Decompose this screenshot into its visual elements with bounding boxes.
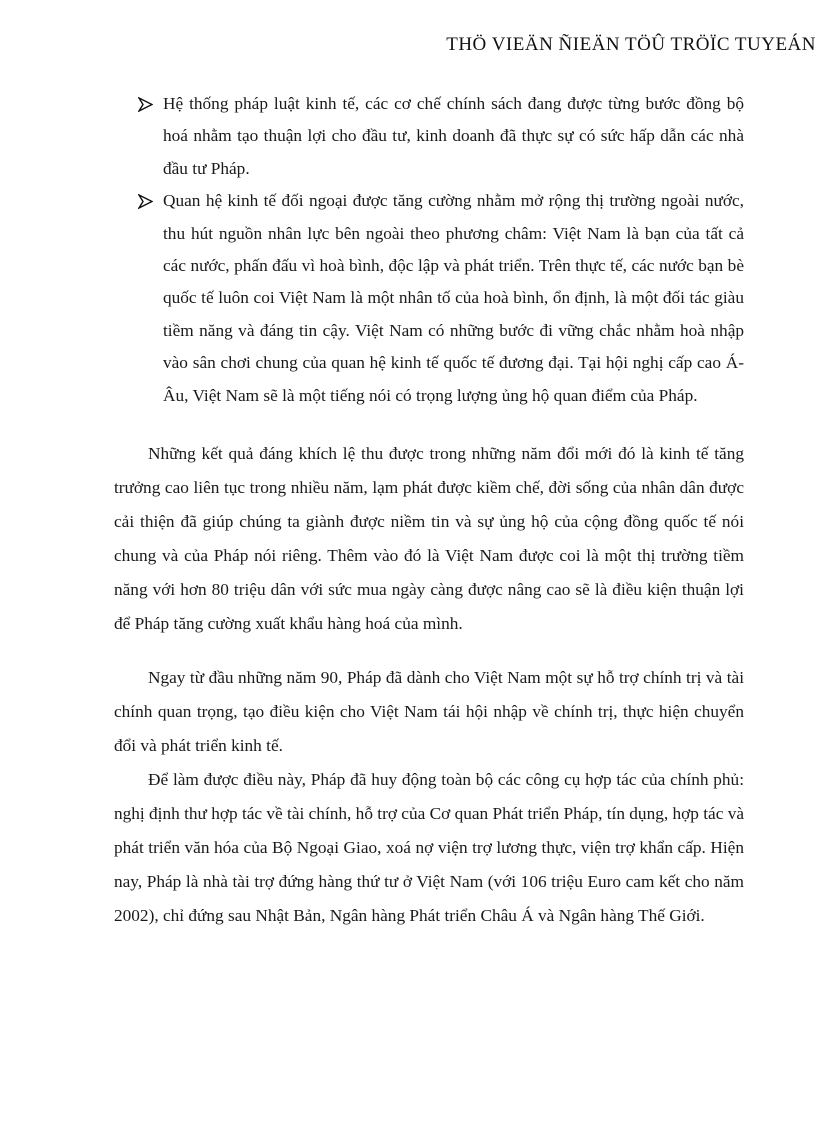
bullet-item — [136, 185, 744, 412]
body-text — [114, 437, 744, 933]
bullet-text: Quan hệ kinh tế đối ngoại được tăng cường nhằm mở rộng thị trường ngoài nước, thu hút nguồn nhân lực bên ngoài theo phương châm: Việt Nam là bạn của tất cả các nước, phấn đấu vì hoà bình, độc lập và phát triển. Trên thực tế, các nước bạn bè quốc tế luôn coi Việt Nam là một nhân tố của hoà bình, ổn định, là một đối tác giàu tiềm năng và đáng tin cậy. Việt Nam có những bước đi vững chắc nhằm hoà nhập vào sân chơi chung của quan hệ kinh tế quốc tế đương đại. Tại hội nghị cấp cao Á-Âu, Việt Nam sẽ là một tiếng nói có trọng lượng ủng hộ quan điểm của Pháp. — [163, 191, 744, 405]
page-header: THÖ VIEÄN ÑIEÄN TÖÛ TRÖÏC TUYEÁN — [446, 34, 816, 55]
paragraph: Những kết quả đáng khích lệ thu được trong những năm đổi mới đó là kinh tế tăng trưởng cao liên tục trong nhiều năm, lạm phát được kiềm chế, đời sống của nhân dân được cải thiện đã giúp chúng ta giành được niềm tin và sự ủng hộ của cộng đồng quốc tế nói chung và của Pháp nói riêng. Thêm vào đó là Việt Nam được coi là một thị trường tiềm năng với hơn 80 triệu dân với sức mua ngày càng được nâng cao sẽ là điều kiện thuận lợi để Pháp tăng cường xuất khẩu hàng hoá của mình. — [114, 444, 744, 633]
arrow-bullet-icon — [138, 97, 153, 112]
arrow-bullet-icon — [138, 194, 153, 209]
bullet-text: Hệ thống pháp luật kinh tế, các cơ chế chính sách đang được từng bước đồng bộ hoá nhằm tạo thuận lợi cho đầu tư, kinh doanh đã thực sự có sức hấp dẫn các nhà đầu tư Pháp. — [163, 94, 744, 178]
paragraph: Để làm được điều này, Pháp đã huy động toàn bộ các công cụ hợp tác của chính phủ: nghị định thư hợp tác về tài chính, hỗ trợ của Cơ quan Phát triển Pháp, tín dụng, hợp tác và phát triển văn hóa của Bộ Ngoại Giao, xoá nợ viện trợ lương thực, viện trợ khẩn cấp. Hiện nay, Pháp là nhà tài trợ đứng hàng thứ tư ở Việt Nam (với 106 triệu Euro cam kết cho năm 2002), chỉ đứng sau Nhật Bản, Ngân hàng Phát triển Châu Á và Ngân hàng Thế Giới. — [114, 770, 745, 925]
paragraph: Ngay từ đầu những năm 90, Pháp đã dành cho Việt Nam một sự hỗ trợ chính trị và tài chính quan trọng, tạo điều kiện cho Việt Nam tái hội nhập về chính trị, thực hiện chuyển đổi và phát triển kinh tế. — [114, 668, 744, 755]
bullet-item — [136, 88, 744, 185]
bullet-list — [136, 88, 744, 412]
